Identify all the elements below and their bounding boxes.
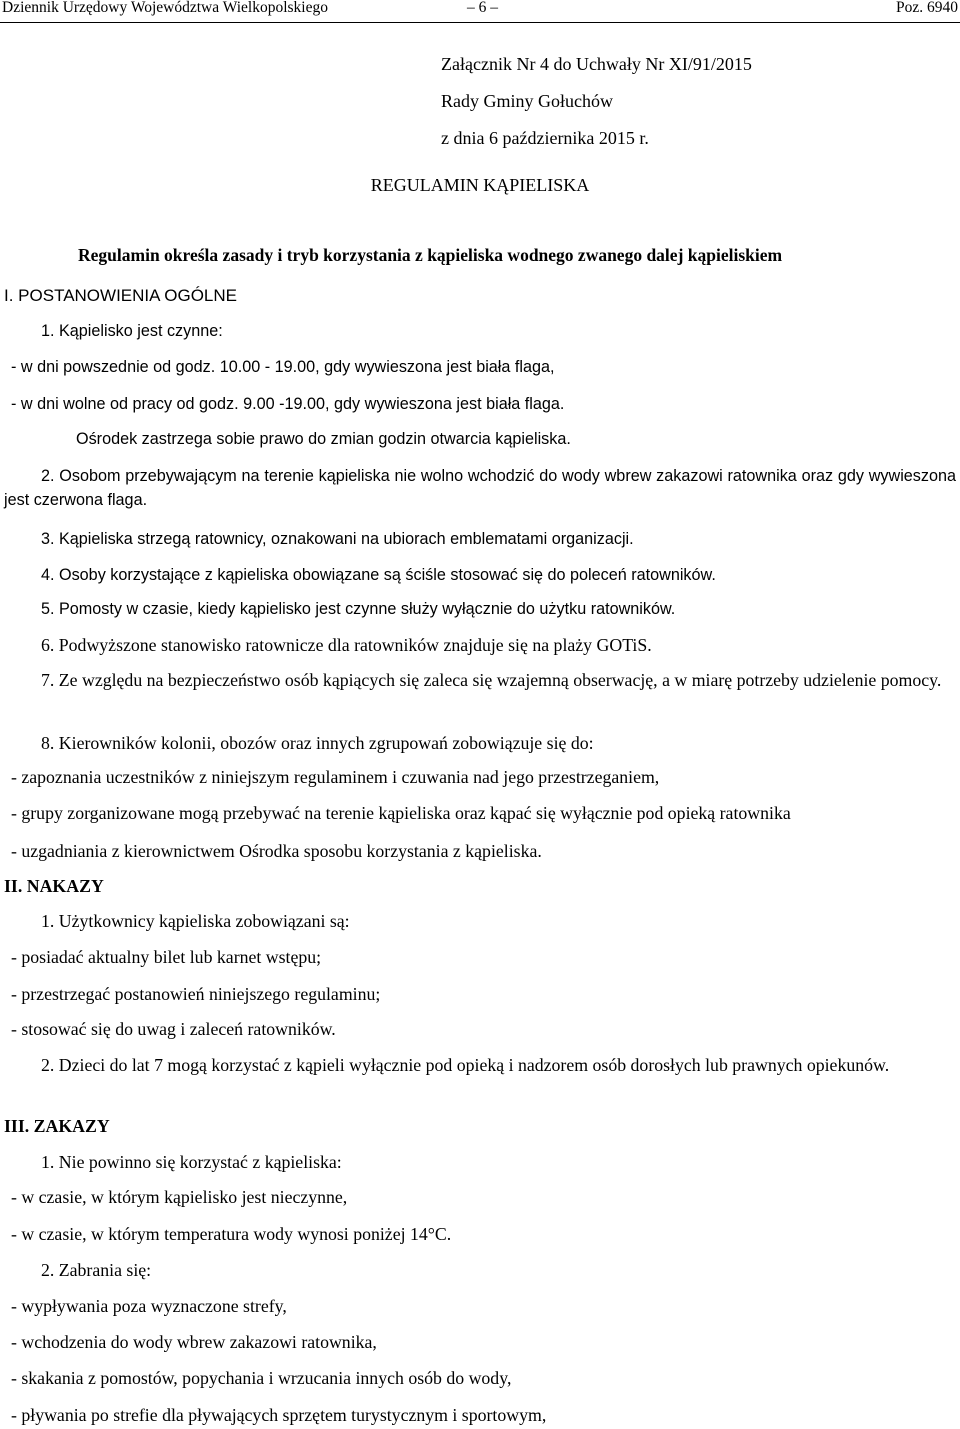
position-number: Poz. 6940 xyxy=(896,0,958,16)
section-2-item-1-c: - stosować się do uwag i zaleceń ratowników. xyxy=(11,1019,336,1039)
section-1-item-5: 5. Pomosty w czasie, kiedy kąpielisko jest czynne służy wyłącznie do użytku ratowników. xyxy=(41,600,676,618)
section-2-item-1-b: - przestrzegać postanowień niniejszego regulaminu; xyxy=(11,984,381,1004)
section-2-item-1-a: - posiadać aktualny bilet lub karnet wstępu; xyxy=(11,947,322,967)
attachment-line-3: z dnia 6 października 2015 r. xyxy=(441,128,649,148)
section-3-item-2-b: - wchodzenia do wody wbrew zakazowi ratownika, xyxy=(11,1332,377,1352)
section-1-item-8-b: - grupy zorganizowane mogą przebywać na terenie kąpieliska oraz kąpać się wyłącznie pod opieką ratownika xyxy=(11,803,791,823)
journal-name: Dziennik Urzędowy Województwa Wielkopolskiego xyxy=(2,0,328,16)
section-1-item-8-c: - uzgadniania z kierownictwem Ośrodka sposobu korzystania z kąpieliska. xyxy=(11,841,542,861)
section-3-item-2: 2. Zabrania się: xyxy=(41,1260,152,1280)
section-3-heading: III. ZAKAZY xyxy=(4,1116,110,1136)
document-title: REGULAMIN KĄPIELISKA xyxy=(370,175,590,195)
section-3-item-1-b: - w czasie, w którym temperatura wody wynosi poniżej 14°C. xyxy=(11,1224,452,1244)
section-3-item-2-c: - skakania z pomostów, popychania i wrzucania innych osób do wody, xyxy=(11,1368,512,1388)
section-2-item-1: 1. Użytkownicy kąpieliska zobowiązani są: xyxy=(41,911,350,931)
section-2-heading: II. NAKAZY xyxy=(4,876,104,896)
section-1-item-6: 6. Podwyższone stanowisko ratownicze dla ratowników znajduje się na plaży GOTiS. xyxy=(41,635,652,655)
section-1-item-4: 4. Osoby korzystające z kąpieliska obowiązane są ściśle stosować się do poleceń ratowników. xyxy=(41,566,716,584)
section-3-item-2-d: - pływania po strefie dla pływających sprzętem turystycznym i sportowym, xyxy=(11,1405,547,1425)
attachment-line-2: Rady Gminy Gołuchów xyxy=(441,91,613,111)
section-1-item-7: 7. Ze względu na bezpieczeństwo osób kąpiących się zaleca się wzajemną obserwację, a w miarę potrzeby udzielenie pomocy. xyxy=(41,670,942,690)
section-1-item-1-b: - w dni wolne od pracy od godz. 9.00 -19.00, gdy wywieszona jest biała flaga. xyxy=(11,395,565,413)
section-3-item-1-a: - w czasie, w którym kąpielisko jest nieczynne, xyxy=(11,1187,348,1207)
section-1-item-8-a: - zapoznania uczestników z niniejszym regulaminem i czuwania nad jego przestrzeganiem, xyxy=(11,767,660,787)
section-3-item-1: 1. Nie powinno się korzystać z kąpieliska: xyxy=(41,1152,342,1172)
section-2-item-2: 2. Dzieci do lat 7 mogą korzystać z kąpieli wyłącznie pod opieką i nadzorem osób dorosłych lub prawnych opiekunów. xyxy=(41,1055,890,1075)
section-1-item-1-c: Ośrodek zastrzega sobie prawo do zmian godzin otwarcia kąpieliska. xyxy=(76,430,571,448)
section-1-item-3: 3. Kąpieliska strzegą ratownicy, oznakowani na ubiorach emblematami organizacji. xyxy=(41,530,634,548)
attachment-line-1: Załącznik Nr 4 do Uchwały Nr XI/91/2015 xyxy=(441,54,752,74)
section-1-item-8: 8. Kierowników kolonii, obozów oraz innych zgrupowań zobowiązuje się do: xyxy=(41,733,594,753)
section-1-item-1: 1. Kąpielisko jest czynne: xyxy=(41,322,223,340)
page-number: – 6 – xyxy=(467,0,498,16)
section-1-item-1-a: - w dni powszednie od godz. 10.00 - 19.00, gdy wywieszona jest biała flaga, xyxy=(11,358,555,376)
running-header xyxy=(0,0,960,23)
purpose-statement: Regulamin określa zasady i tryb korzystania z kąpieliska wodnego zwanego dalej kąpieliskiem xyxy=(78,245,783,265)
section-1-item-2: 2. Osobom przebywającym na terenie kąpieliska nie wolno wchodzić do wody wbrew zakazowi ratownika oraz gdy wywieszona jest czerwona flaga. xyxy=(4,467,956,509)
section-1-heading: I. POSTANOWIENIA OGÓLNE xyxy=(4,286,238,305)
section-3-item-2-a: - wypływania poza wyznaczone strefy, xyxy=(11,1296,287,1316)
